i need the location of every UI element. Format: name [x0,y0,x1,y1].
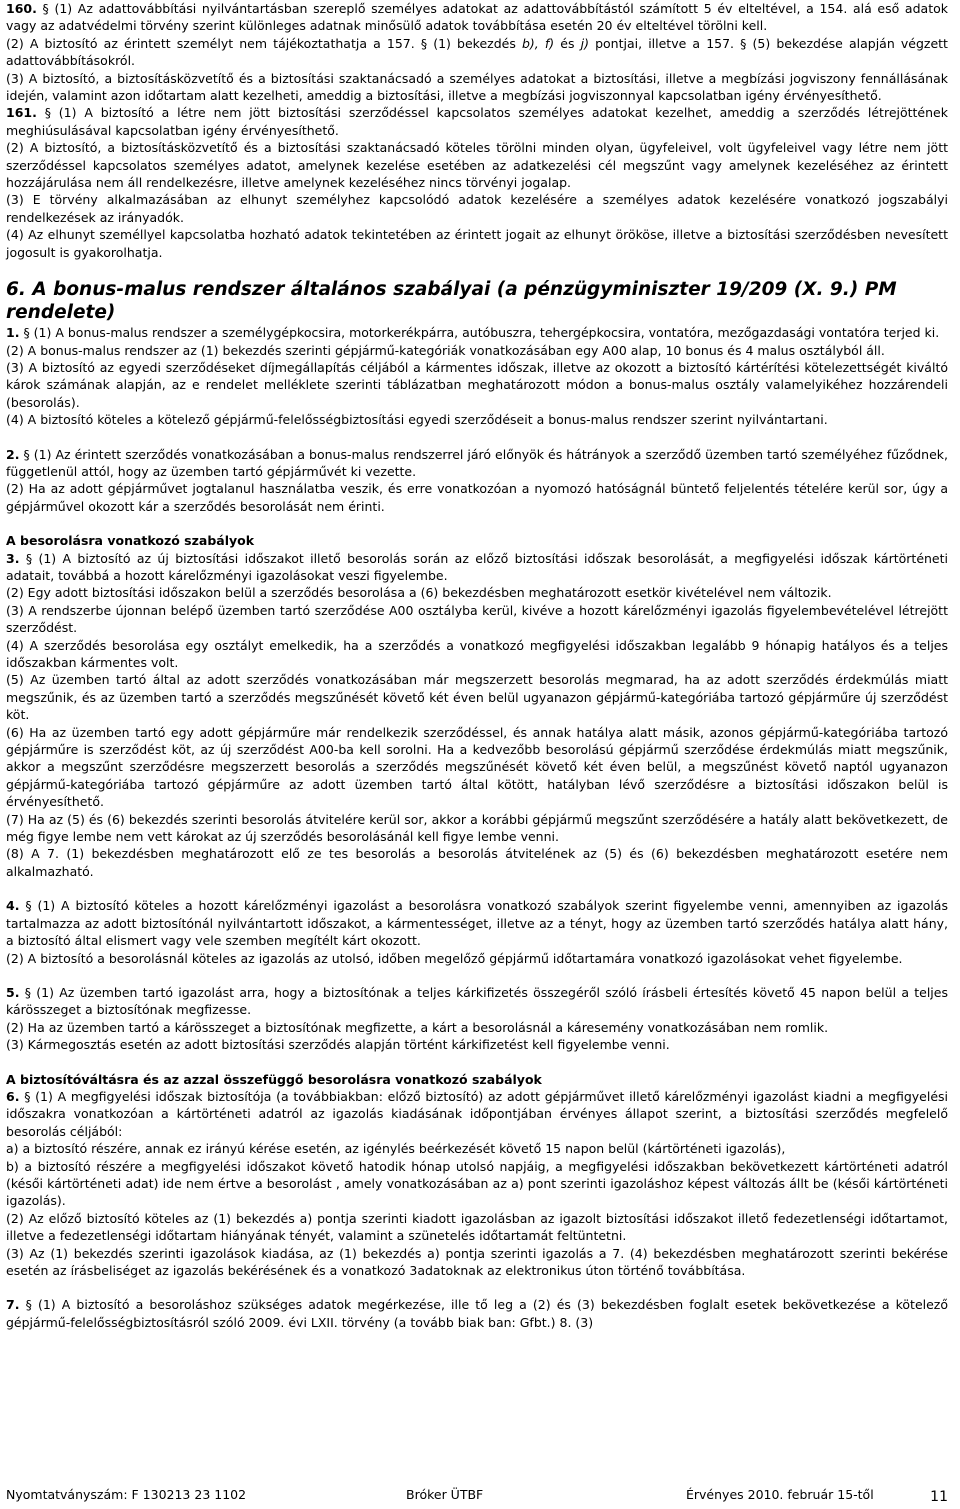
paragraph-5-2: (2) Ha az üzemben tartó a kárösszeget a biztosítónak megfizette, a kárt a besorolásnál a káresemény vonatkozásában nem romlik. [6,1019,829,1035]
form-number: Nyomtatványszám: F 130213 23 1102 [6,1487,247,1502]
paragraph-7-1: 7. § (1) A biztosító a besoroláshoz szükséges adatok megérkezése, ille tő leg a (2) és (3) bekezdésben foglalt esetek bekövetkezése a kötelező gépjármű-felelősségbiztosításról szóló 2009. évi LXII. törvény (a tovább biak ban: Gfbt.) 8. (3) [6,1297,949,1330]
paragraph-6-3: (3) Az (1) bekezdés szerinti igazolások kiadása, az (1) bekezdés a) pontja szerinti igazolás a 7. (4) bekezdésben meghatározott szerinti bekérése esetén az írásbeliséget az igazolás bekérésének és a vonatkozó 3adatoknak az elektronikus úton történő továbbítása. [6,1245,948,1278]
section-sign-icon: § [740,35,747,51]
paragraph-4-1: 4. § (1) A biztosító köteles a hozott kárelőzményi igazolást a besorolásra vonatkozó szabályok szerint figyelembe venni, amennyiben az igazolás tartalmazza az adott biztosítónál nyilvántartott időszakot, a kármentességet, illetve az a tényt, hogy az üzemben tartó szerződés hatálya alatt hány, a biztosító által elismert vagy vele szemben megítélt kárt okozott. [6,898,948,949]
paragraph-1-2: (2) A bonus-malus rendszer az (1) bekezdés szerinti gépjármű-kategóriák vonatkozásában egy A00 alap, 10 bonus és 4 malus osztályból áll. [6,342,885,358]
paragraph-161-3: (3) E törvény alkalmazásában az elhunyt személyhez kapcsolódó adatok kezelésére a személyes adatok kezelésére vonatkozó jogszabályi rendelkezések az irányadók. [6,192,948,225]
paragraph-3-2: (2) Egy adott biztosítási időszakon belül a szerződés besorolása a (6) bekezdésben meghatározott esetkör kivételével nem változik. [6,585,832,601]
paragraph-160-2: (2) A biztosító az érintett személyt nem tájékoztathatja a 157. § (1) bekezdés b), f) és j) pontjai, illetve a 157. § (5) bekezdése alapján végzett adattovábbításokról. [6,35,948,69]
paragraph-4-2: (2) A biztosító a besorolásnál köteles az igazolás az utolsó, időben megelőző gépjármű időtartamára vonatkozó igazolásokat vehet figyelembe. [6,950,903,966]
subheading-insurer-change: A biztosítóváltásra és az azzal összefüggő besorolásra vonatkozó szabályok [6,1071,542,1087]
paragraph-3-8: (8) A 7. (1) bekezdésben meghatározott elő ze tes besorolás a besorolás átvitelének az (5) és (6) bekezdésben meghatározott esetére nem alkalmazható. [6,846,948,879]
section-sign-icon: § [25,1297,32,1313]
section-sign-icon: § [420,35,428,51]
paragraph-3-4: (4) A szerződés besorolása egy osztályt emelkedik, ha a szerződés a vonatkozó megfigyelési időszakban legalább 9 hónapig hatályos és a teljes időszakban kármentes volt. [6,637,948,670]
paragraph-5-3: (3) Kármegosztás esetén az adott biztosítási szerződés alapján történt kárkifizetést kell figyelembe venni. [6,1037,670,1053]
section-sign-icon: § [24,1088,31,1104]
paragraph-1-3: (3) A biztosító az egyedi szerződéseket díjmegállapítás céljából a kármentes időszak, illetve az okozott a biztosító kártérítési kötelezettségét kiváltó károk számának alapján, az e rendelet melléklete szerinti táblázatban meghatározott módon a bonus-malus osztály valamelyikéhez hozzárendeli (besorolás). [6,359,948,410]
section-number: 2. [6,446,20,462]
valid-from: Érvényes 2010. február 15-től [686,1487,874,1502]
section-sign-icon: § [24,984,31,1000]
paragraph-3-1: 3. § (1) A biztosító az új biztosítási időszakot illető besorolás során az előző biztosítási időszak besorolását, a megfigyelési időszak kártörténeti adatait, továbbá a hozott kárelőzményi igazolásokat veszi figyelembe. [6,550,948,583]
document-page [6,0,948,1331]
paragraph-3-6: (6) Ha az üzemben tartó egy adott gépjárműre már rendelkezik szerződéssel, és annak hatálya alatt másik, azonos gépjármű-kategóriába tartozó gépjárműre is szerződést köt, az új szerződést A00-ba kell sorolni. Ha a kedvezőbb besorolású gépjármű szerződése érdekmúlás miatt megszűnik, akkor a megszűnt szerződésre megszerzett besorolás a szerződés megszűnését követő két éven belül, a megszűnést követő naptól ugyanazon gépjármű-kategóriába tartozó gépjárműre az adott üzemben tartó által kötött, hatályban lévő szerződésre a biztosítási időszakon belül is érvényesíthető. [6,724,948,810]
section-sign-icon: § [25,550,33,566]
section-sign-icon: § [25,898,32,914]
paragraph-2-1: 2. § (1) Az érintett szerződés vonatkozásában a bonus-malus rendszerrel járó előnyök és hátrányok a szerződő üzemben tartó személyéhez fűződnek, függetlenül attól, hogy az üzemben tartó gépjárművét ki vezette. [6,446,948,479]
section-sign-icon: § [44,105,51,121]
paragraph-161-1: 161. § (1) A biztosító a létre nem jött biztosítási szerződéssel kapcsolatos személyes adatokat kezelhet, ameddig a szerződés létrejöttének meghiúsulásával kapcsolatban igény érvényesíthető. [6,105,948,138]
paragraph-3-3: (3) A rendszerbe újonnan belépő üzemben tartó szerződése A00 osztályba kerül, kivéve a hozott kárelőzményi igazolás figyelembevételével létrejött szerződést. [6,602,948,636]
company-name: Bróker ÜTBF [406,1487,484,1502]
section-number: 1. [6,325,20,341]
section-sign-icon: § [23,325,30,341]
paragraph-160-3: (3) A biztosító, a biztosításközvetítő és a biztosítási szaktanácsadó a személyes adatokat a biztosítási, illetve a megbízási jogviszony fennállásának idején, valamint azon időtartam alatt kezelheti, ameddig a biztosítási, illetve a megbízási jogviszonnyal kapcsolatban igény érvényesíthető. [6,70,948,104]
paragraph-3-7: (7) Ha az (5) és (6) bekezdés szerinti besorolás átvitelére kerül sor, akkor a korábbi gépjármű megszűnt szerződésére a hatály alatt bekövetkezett, de még figye lembe nem vett károkat az új szerződés besorolásánál kell figye lembe venni. [6,811,948,845]
section-sign-icon: § [23,446,30,462]
section-number: 5. [6,984,20,1000]
section-number: 161. [6,105,37,121]
section-number: 6. [6,1088,20,1104]
paragraph-1-4: (4) A biztosító köteles a kötelező gépjármű-felelősségbiztosítási egyedi szerződéseit a bonus-malus rendszer szerint nyilvántartani. [6,412,828,428]
paragraph-6-1: 6. § (1) A megfigyelési időszak biztosítója (a továbbiakban: előző biztosító) az adott gépjárművet illető kárelőzményi igazolást kiadni a megfigyelési időszakra vonatkozóan a kártörténeti adatról az igazolás kiadásának időpontjában érvényes állapot szerint, a biztosítási szerződés megfelelő besorolás céljából: [6,1088,949,1139]
page-footer [6,1486,948,1506]
paragraph-6-1-b: b) a biztosító részére a megfigyelési időszakot követő hatodik hónap utolsó napjáig, a megfigyelési időszakban bekövetkezett kártörténeti adatról (késői kártörténeti adat) ide nem értve a besorolást , amely vonatkozásában az a) pont szerinti igazoláshoz képest változás állt be (késői kártörténeti igazolás). [6,1158,948,1209]
chapter-title: 6. A bonus-malus rendszer általános szabályai (a pénzügyminiszter 19/209 (X. 9.) PM rendelete) [6,279,897,324]
subheading-classification: A besorolásra vonatkozó szabályok [6,533,255,549]
paragraph-6-1-a: a) a biztosító részére, annak ez irányú kérése esetén, az igénylés beérkezését követő 15 napon belül (kártörténeti igazolás), [6,1141,786,1157]
section-number: 160. [6,1,37,16]
section-number: 7. [6,1297,20,1313]
paragraph-5-1: 5. § (1) Az üzemben tartó igazolást arra, hogy a biztosítónak a teljes kárkifizetés összegéről szóló írásbeli értesítés követő 45 napon belül a teljes kárösszeget a biztosítónak megfizesse. [6,984,948,1018]
paragraph-160-1: 160. § (1) Az adattovábbítási nyilvántartásban szereplő személyes adatokat az adattovábbítástól számított 5 év elteltével, a 154. alá eső adatok vagy az adatvédelmi törvény szerint különleges adatnak minősülő adatok továbbítása esetén 20 év elteltével törölni kell. [6,1,948,34]
page-number: 11 [930,1489,948,1505]
paragraph-2-2: (2) Ha az adott gépjárművet jogtalanul használatba veszik, és erre vonatkozóan a nyomozó hatóságnál büntető feljelentés tételére kerül sor, úgy a gépjárművel okozott kár a szerződés besorolását nem érinti. [6,481,948,514]
section-sign-icon: § [42,1,49,16]
paragraph-161-2: (2) A biztosító, a biztosításközvetítő és a biztosítási szaktanácsadó köteles törölni minden olyan, ügyfeleivel, volt ügyfeleivel vagy létre nem jött szerződéssel kapcsolatos személyes adatot, amelynek kezelése esetében az adatkezelési cél megszűnt vagy amelynek kezeléséhez az érintett hozzájárulása nem áll rendelkezésre, illetve amelynek kezeléséhez nincs törvényi jogalap. [6,140,948,191]
paragraph-3-5: (5) Az üzemben tartó által az adott szerződés vonatkozásában már megszerzett besorolás megmarad, ha az adott szerződés érdekmúlás miatt megszűnik, és az üzemben tartó a szerződés megszűnését követő két éven belül ugyanazon gépjármű-kategóriába tartozó gépjárműre új szerződést köt. [6,672,948,723]
paragraph-1-1: 1. § (1) A bonus-malus rendszer a személygépkocsira, motorkerékpárra, autóbuszra, tehergépkocsira, vontatóra, mezőgazdasági vontatóra terjed ki. [6,325,940,341]
section-number: 4. [6,898,20,914]
paragraph-161-4: (4) Az elhunyt személlyel kapcsolatba hozható adatok tekintetében az érintett jogait az elhunyt örököse, illetve a biztosítási szerződésben nevesített jogosult is gyakorolhatja. [6,227,948,260]
section-number: 3. [6,550,20,566]
paragraph-6-2: (2) Az előző biztosító köteles az (1) bekezdés a) pontja szerinti kiadott igazolásban az igazolt biztosítási időszakot illető fedezetlenségi időtartamot, illetve a fedezetlenségi időtartam hiányának tényét, valamint a szünetelés időtartamát feltüntetni. [6,1210,948,1244]
